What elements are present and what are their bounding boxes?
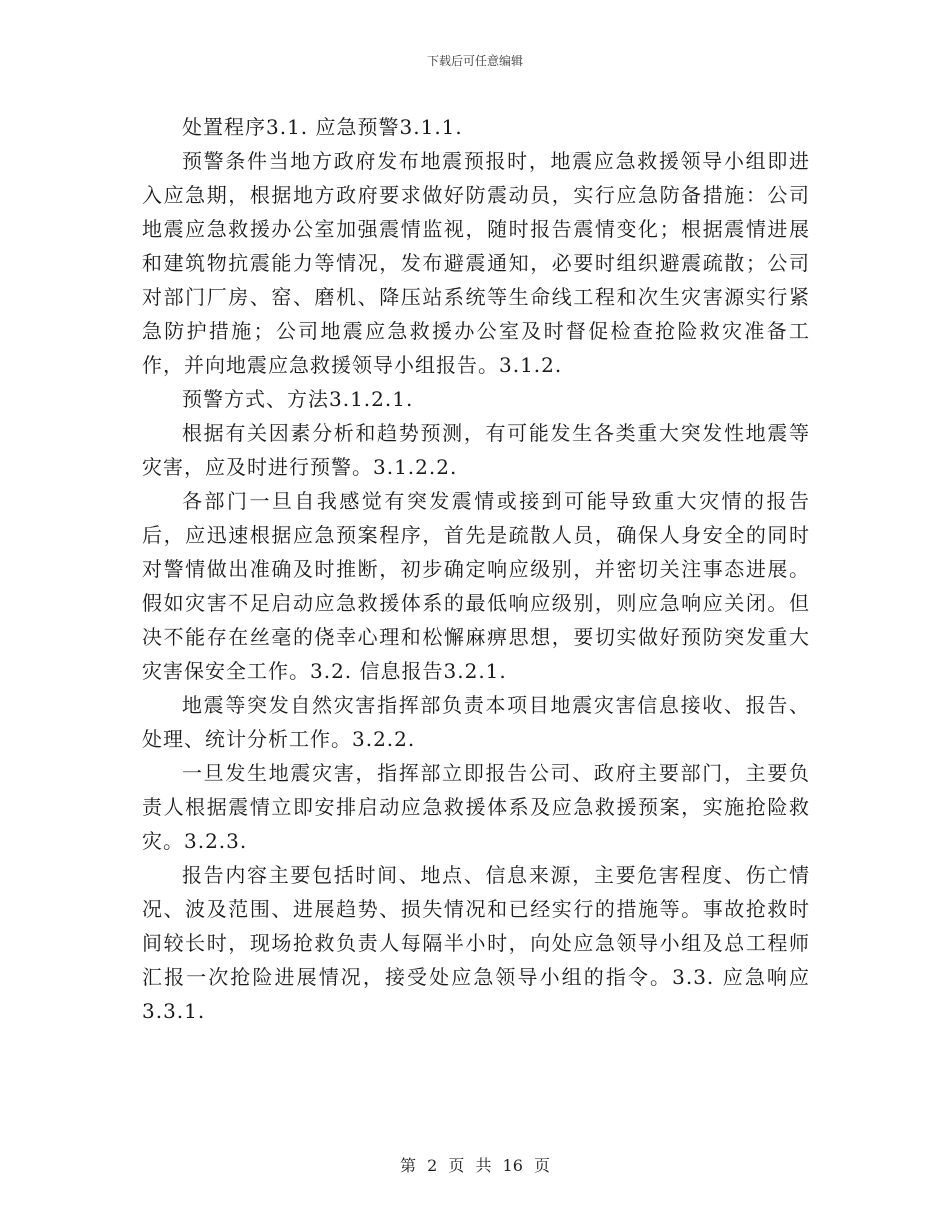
document-body xyxy=(142,110,810,1028)
paragraph-4: 根据有关因素分析和趋势预测，有可能发生各类重大突发性地震等灾害，应及时进行预警。3.1.2.2. xyxy=(142,421,810,479)
paragraph-1: 处置程序3.1. 应急预警3.1.1. xyxy=(182,115,463,139)
paragraph-5: 各部门一旦自我感觉有突发震情或接到可能导致重大灾情的报告后，应迅速根据应急预案程序，首先是疏散人员，确保人身安全的同时对警情做出准确及时推断，初步确定响应级别，并密切关注事态进展。假如灾害不足启动应急救援体系的最低响应级别，则应急响应关闭。但决不能存在丝毫的侥幸心理和松懈麻痹思想，要切实做好预防突发重大灾害保安全工作。3.2. 信息报告3.2.1. xyxy=(142,489,810,683)
page-header: 下载后可任意编辑 xyxy=(426,54,523,68)
paragraph-2: 预警条件当地方政府发布地震预报时，地震应急救援领导小组即进入应急期，根据地方政府要求做好防震动员，实行应急防备措施：公司地震应急救援办公室加强震情监视，随时报告震情变化；根据震情进展和建筑物抗震能力等情况，发布避震通知，必要时组织避震疏散；公司对部门厂房、窑、磨机、降压站系统等生命线工程和次生灾害源实行紧急防护措施；公司地震应急救援办公室及时督促检查抢险救灾准备工作，并向地震应急救援领导小组报告。3.1.2. xyxy=(142,149,810,377)
paragraph-3: 预警方式、方法3.1.2.1. xyxy=(182,387,414,411)
page-number-footer: 第 2 页 共 16 页 xyxy=(400,1156,550,1175)
paragraph-8: 报告内容主要包括时间、地点、信息来源，主要危害程度、伤亡情况、波及范围、进展趋势、损失情况和已经实行的措施等。事故抢救时间较长时，现场抢救负责人每隔半小时，向处应急领导小组及总工程师汇报一次抢险进展情况，接受处应急领导小组的指令。3.3. 应急响应3.3.1. xyxy=(142,863,810,1023)
paragraph-6: 地震等突发自然灾害指挥部负责本项目地震灾害信息接收、报告、处理、统计分析工作。3.2.2. xyxy=(142,693,810,751)
paragraph-7: 一旦发生地震灾害，指挥部立即报告公司、政府主要部门，主要负责人根据震情立即安排启动应急救援体系及应急救援预案，实施抢险救灾。3.2.3. xyxy=(142,761,810,853)
